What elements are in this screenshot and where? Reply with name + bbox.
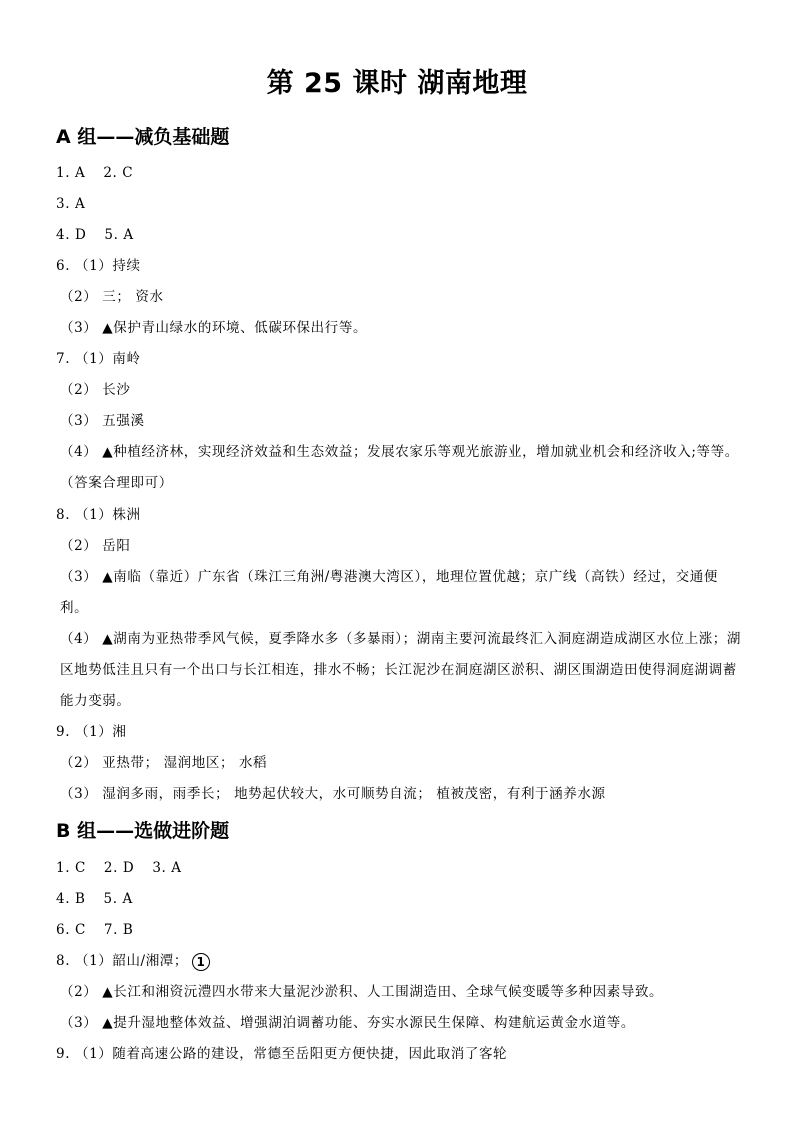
answer-line [56,921,746,939]
answer-item: 2. D [103,860,135,876]
answer-line [56,164,746,182]
answer-item: 4. B [56,891,86,907]
answer-line: （3） ▲保护青山绿水的环境、低碳环保出行等。 [60,320,368,336]
answer-line: 7. （1）南岭 [56,351,141,367]
answer-item: 7. B [103,922,134,938]
answer-item: 6. C [56,922,86,938]
answer-line: 3. A [56,196,86,212]
answer-item: 1. A [56,165,86,181]
answer-line: （2） 亚热带； 湿润地区； 水稻 [60,755,268,771]
circled-number-icon: 1 [192,953,210,971]
answer-line: 9. （1）随着高速公路的建设，常德至岳阳更方便快捷，因此取消了客轮 [56,1046,508,1062]
page-title: 第 25 课时 湖南地理 [266,68,528,99]
answer-line: 8. （1）株洲 [56,507,141,523]
answer-line [56,859,746,877]
answer-line: （2） ▲长江和湘资沅澧四水带来大量泥沙淤积、人工围湖造田、全球气候变暖等多种因素导致。 [60,984,664,1000]
answer-line: 6. （1）持续 [56,258,141,274]
answer-line: （2） 三； 资水 [60,289,164,305]
answer-line: （3） 湿润多雨，雨季长； 地势起伏较大，水可顺势自流； 植被茂密，有利于涵养水源 [60,786,606,802]
section-heading-b: B 组——选做进阶题 [56,820,230,842]
answer-item: 4. D [56,227,87,243]
section-heading-a: A 组——减负基础题 [56,126,230,148]
answer-line: （3） 五强溪 [60,413,145,429]
answer-item: 2. C [103,165,134,181]
answer-item: 5. A [104,227,134,243]
answer-line: （2） 岳阳 [60,538,131,554]
answer-line: 9. （1）湘 [56,724,127,740]
answer-paragraph: （4） ▲湖南为亚热带季风气候，夏季降水多（多暴雨）；湖南主要河流最终汇入洞庭湖造成湖区水位上涨；湖区地势低洼且只有一个出口与长江相连，排水不畅；长江泥沙在洞庭湖区淤积、湖区围湖造田使得洞庭湖调蓄能力变弱。 [60,631,742,709]
answer-line [56,952,746,971]
answer-line [56,226,746,244]
answer-line [56,890,746,908]
answer-item: 1. C [56,860,86,876]
answer-paragraph: （3） ▲南临（靠近）广东省（珠江三角洲/粤港澳大湾区），地理位置优越；京广线（高铁）经过，交通便利。 [60,569,718,616]
answer-item: 3. A [152,860,182,876]
answer-line: （2） 长沙 [60,382,131,398]
answer-text: 8. （1）韶山/湘潭； [56,953,189,969]
answer-line: （3） ▲提升湿地整体效益、增强湖泊调蓄功能、夯实水源民生保障、构建航运黄金水道等。 [60,1015,635,1031]
answer-item: 5. A [103,891,133,907]
answer-paragraph: （4） ▲种植经济林，实现经济效益和生态效益；发展农家乐等观光旅游业，增加就业机会和经济收入;等等。（答案合理即可） [60,444,739,491]
